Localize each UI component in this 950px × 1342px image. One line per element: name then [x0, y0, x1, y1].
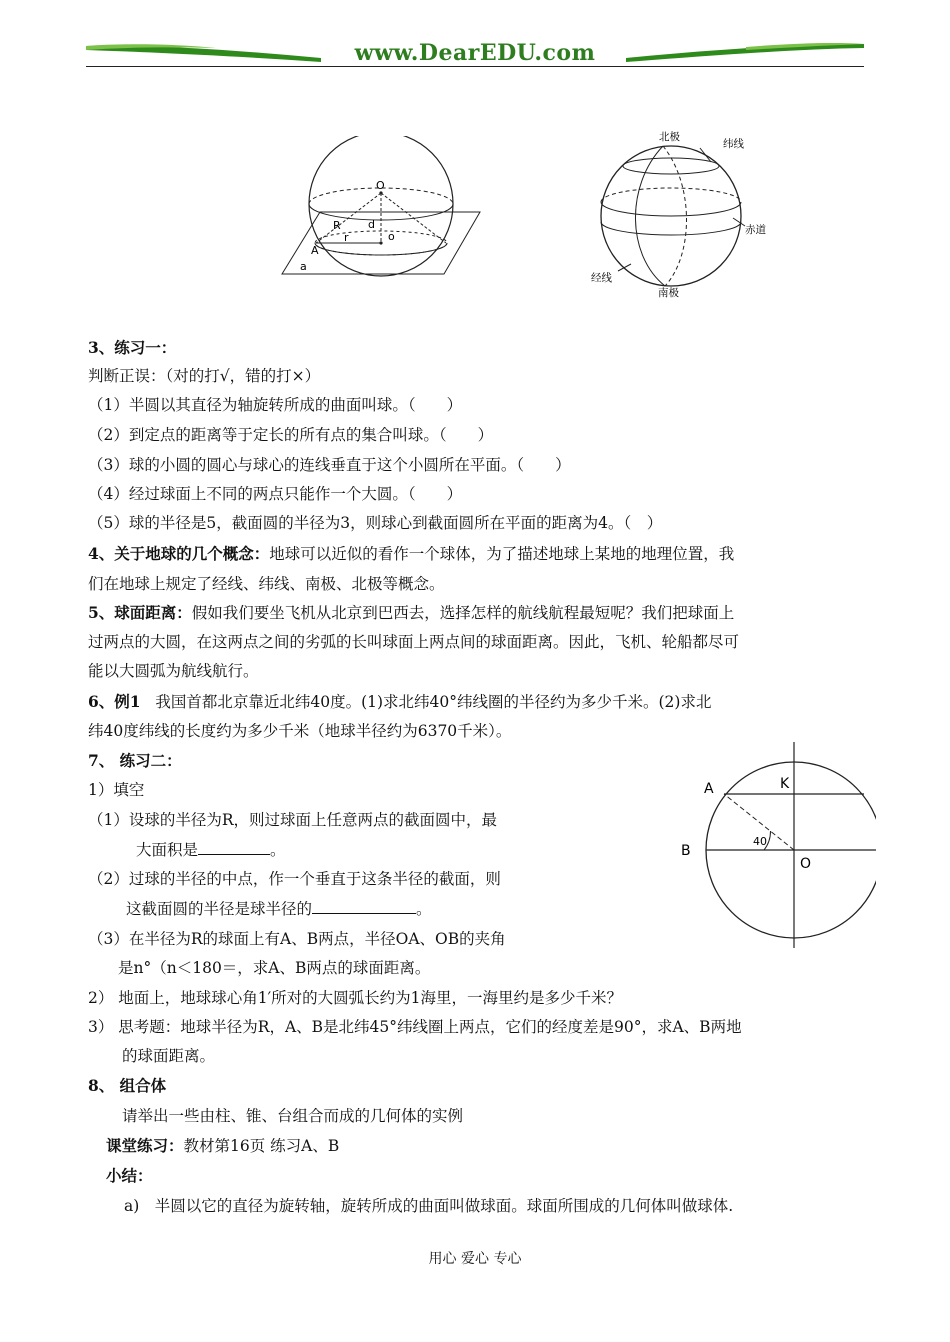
earth-figure [585, 126, 785, 298]
question-1-cont: 大面积是 。 [136, 841, 286, 859]
exercise-item: （5）球的半径是5，截面圆的半径为3，则球心到截面圆所在平面的距离为4。（ ） [88, 514, 663, 532]
section-5-text-cont: 能以大圆弧为航线航行。 [88, 662, 259, 680]
summary-label: 小结： [106, 1166, 153, 1185]
section-4-text: 地球可以近似的看作一个球体，为了描述地球上某地的地理位置，我 [269, 545, 735, 563]
label-K: K [780, 776, 790, 792]
label-A: A [311, 244, 319, 257]
question-1: （1）设球的半径为R，则过球面上任意两点的截面圆中，最 [88, 811, 498, 829]
answer-blank[interactable] [198, 840, 270, 855]
problem-2: 2） 地面上，地球球心角1′所对的大圆弧长约为1海里，一海里约是多少千米？ [88, 989, 623, 1007]
label-angle: 40 [753, 835, 767, 848]
section-3-intro: 判断正误：（对的打√，错的打×） [88, 367, 321, 385]
header-rule [86, 66, 864, 67]
site-name: www.DearEDU.com [354, 40, 596, 66]
label-north-pole: 北极 [659, 131, 680, 143]
class-practice-text: 教材第16页 练习A、B [183, 1137, 340, 1155]
label-o: o [388, 230, 395, 243]
section-5-para [88, 603, 734, 623]
section-7-title: 7、 练习二： [88, 751, 182, 770]
problem-3-cont: 的球面距离。 [122, 1047, 216, 1065]
section-5-text: 假如我们要坐飞机从北京到巴西去，选择怎样的航线航程最短呢？我们把球面上 [191, 604, 735, 622]
label-latitude: 纬线 [723, 138, 744, 150]
label-equator: 赤道 [745, 224, 766, 236]
section-4-text-cont: 们在地球上规定了经线、纬线、南极、北极等概念。 [88, 575, 445, 593]
section-5-text-cont: 过两点的大圆，在这两点之间的劣弧的长叫球面上两点间的球面距离。因此，飞机、轮船都尽可 [88, 633, 740, 651]
section-6-title: 6、例1 [88, 692, 141, 711]
class-practice [106, 1136, 339, 1156]
section-6-para [88, 692, 711, 712]
question-1-text: 大面积是 [136, 841, 199, 859]
problem-3: 3） 思考题：地球半径为R，A、B是北纬45°纬线圈上两点，它们的经度差是90°，求A、B两地 [88, 1018, 742, 1036]
exercise-item: （4）经过球面上不同的两点只能作一个大圆。（ ） [88, 485, 463, 503]
sphere-section-figure [278, 136, 488, 281]
section-6-text: 我国首都北京靠近北纬40度。(1)求北纬40°纬线圈的半径约为多少千米。(2)求北 [155, 693, 712, 711]
label-d: d [368, 218, 375, 231]
question-2: （2）过球的半径的中点，作一个垂直于这条半径的截面，则 [88, 870, 501, 888]
label-south-pole: 南极 [658, 287, 679, 298]
section-4-title: 4、关于地球的几个概念： [88, 544, 270, 563]
section-5-title: 5、球面距离： [88, 603, 192, 622]
question-2-text: 这截面圆的半径是球半径的 [126, 900, 313, 918]
answer-blank[interactable] [312, 899, 416, 914]
section-6-text-cont: 纬40度纬线的长度约为多少千米（地球半径约为6370千米）。 [88, 722, 512, 740]
class-practice-label: 课堂练习： [106, 1136, 184, 1155]
label-B: B [681, 843, 691, 859]
label-O: O [800, 856, 812, 872]
section-8-title: 8、 组合体 [88, 1076, 167, 1095]
question-3-cont: 是n°（n＜180＝，求A、B两点的球面距离。 [118, 959, 431, 977]
section-4-para [88, 544, 734, 564]
section-3-title: 3、练习一： [88, 338, 177, 357]
label-a: a [300, 260, 307, 273]
fill-blank-heading: 1）填空 [88, 781, 145, 799]
exercise-item: （2）到定点的距离等于定长的所有点的集合叫球。（ ） [88, 426, 494, 444]
question-3: （3）在半径为R的球面上有A、B两点，半径OA、OB的夹角 [88, 930, 506, 948]
label-longitude: 经线 [591, 272, 612, 284]
summary-item-a: a) 半圆以它的直径为旋转轴，旋转所成的曲面叫做球面。球面所围成的几何体叫做球体. [124, 1197, 734, 1215]
label-r: r [344, 231, 349, 244]
question-2-cont: 这截面圆的半径是球半径的 。 [126, 900, 432, 918]
label-A: A [704, 781, 714, 797]
latitude-circle-figure [676, 740, 876, 950]
page-footer: 用心 爱心 专心 [428, 1251, 522, 1267]
label-O: O [376, 179, 385, 192]
exercise-item: （1）半圆以其直径为轴旋转所成的曲面叫球。（ ） [88, 396, 463, 414]
section-8-text: 请举出一些由柱、锥、台组合而成的几何体的实例 [122, 1107, 464, 1125]
exercise-item: （3）球的小圆的圆心与球心的连线垂直于这个小圆所在平面。（ ） [88, 456, 571, 474]
label-R: R [333, 219, 341, 232]
